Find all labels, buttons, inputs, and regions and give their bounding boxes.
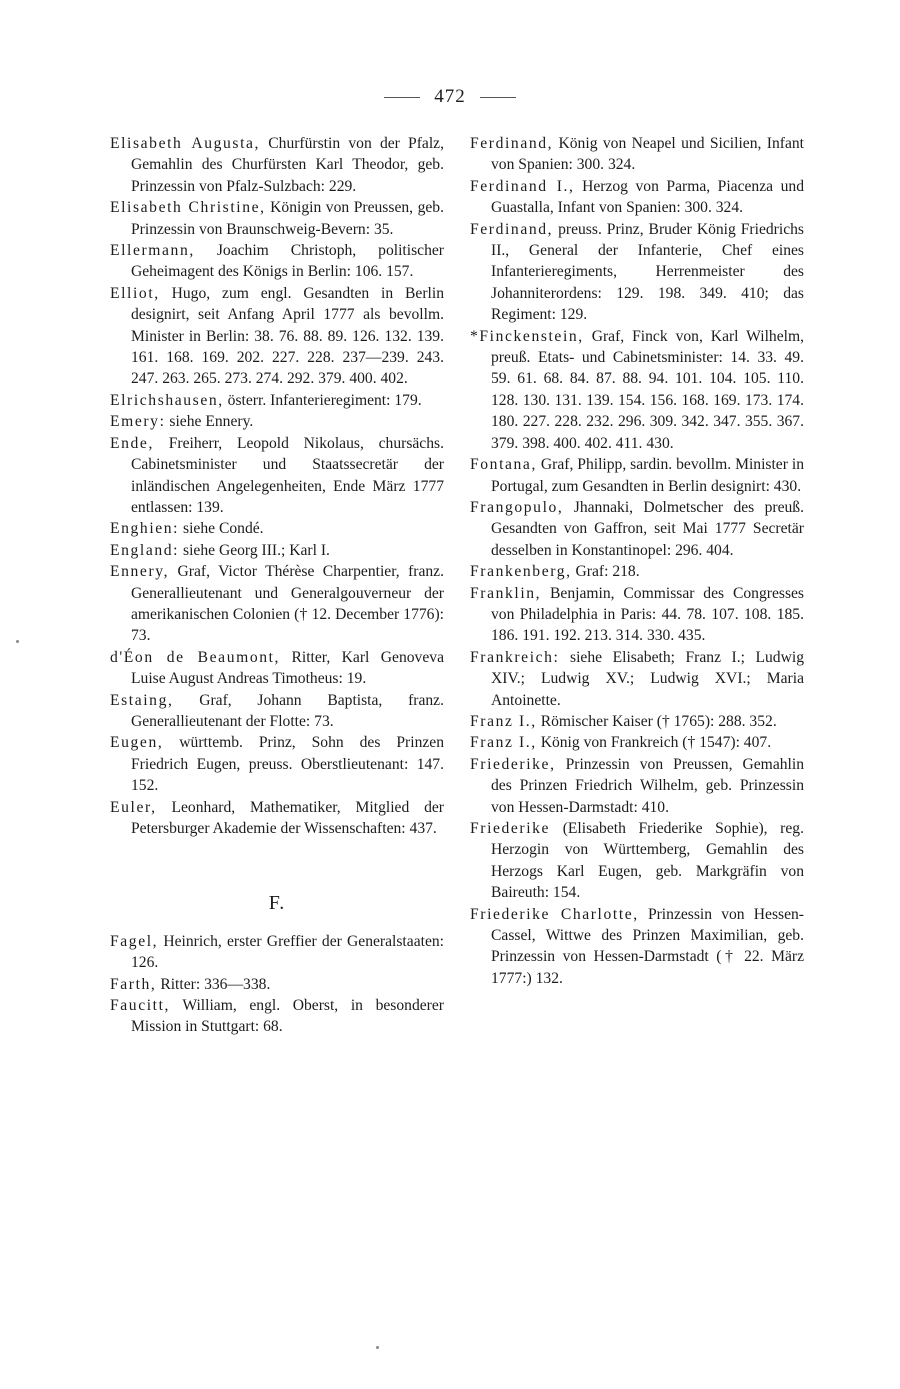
- page-number: 472: [434, 86, 466, 107]
- entry-name: Eugen,: [110, 734, 164, 752]
- entry-name: Friederike,: [470, 755, 556, 773]
- entry-name: Franklin,: [470, 584, 542, 602]
- index-entry: [470, 454, 804, 497]
- index-entry: [110, 518, 444, 539]
- entry-text: Heinrich, erster Greffier der Generalstaaten: 126.: [131, 932, 444, 972]
- entry-name: Ferdinand,: [470, 135, 554, 152]
- entry-text: Römischer Kaiser († 1765): 288. 352.: [536, 712, 777, 730]
- entry-text: siehe Ennery.: [165, 413, 254, 431]
- entry-name: Elisabeth Christine,: [110, 199, 266, 217]
- entry-name: Elliot,: [110, 284, 160, 302]
- entry-name: Ferdinand,: [470, 220, 554, 238]
- index-entry: [110, 732, 444, 796]
- header-rule-right: [480, 97, 516, 98]
- entry-text: Graf, Finck von, Karl Wilhelm, preuß. Etats- und Cabinetsminister: 14. 33. 49. 59. 61. 68. 84. 87. 88. 94. 101. 104. 105. 110. 128. 130. 131. 139. 154. 156. 168. 169. 173. 174. 180. 227. 228. 232. 296. 309. 342. 347. 355. 367. 379. 398. 400. 402. 411. 430.: [491, 327, 804, 452]
- entry-name: Frangopulo,: [470, 498, 564, 516]
- index-entry: [110, 974, 444, 995]
- entry-name: Frankenberg,: [470, 563, 572, 581]
- entry-name: Friederike: [470, 820, 551, 837]
- index-entry: [110, 995, 444, 1038]
- index-entry: [110, 647, 444, 690]
- entry-name: Farth,: [110, 975, 157, 993]
- left-column: [110, 133, 444, 1038]
- index-entry: [470, 176, 804, 219]
- index-entry: [470, 326, 804, 454]
- index-entry: [470, 732, 804, 753]
- entry-name: Estaing,: [110, 691, 174, 709]
- entry-name: Ferdinand I.,: [470, 177, 575, 195]
- index-entry: [110, 931, 444, 974]
- index-entry: [110, 797, 444, 840]
- entry-name: d'Éon de Beaumont,: [110, 648, 281, 666]
- entry-text: Benjamin, Commissar des Congresses von Philadelphia in Paris: 44. 78. 107. 108. 185. 186. 191. 192. 213. 314. 330. 435.: [491, 584, 804, 645]
- entry-text: Prinzessin von Hessen-Cassel, Wittwe des Prinzen Maximilian, geb. Prinzessin von Hessen-Darmstadt († 22. März 1777:) 132.: [491, 905, 804, 987]
- index-entry: [470, 497, 804, 561]
- entry-text: Graf, Johann Baptista, franz. Generallieutenant der Flotte: 73.: [131, 691, 444, 730]
- page-header: [0, 86, 900, 108]
- entry-name: Fontana,: [470, 456, 537, 474]
- scan-speck: [16, 640, 19, 643]
- entry-name: Faucitt,: [110, 997, 171, 1015]
- entry-name: Fagel,: [110, 932, 159, 950]
- index-entry: [470, 904, 804, 990]
- entry-name: Euler,: [110, 798, 157, 816]
- index-entry: [470, 561, 804, 582]
- entry-text: Leonhard, Mathematiker, Mitglied der Petersburger Akademie der Wissenschaften: 437.: [131, 798, 444, 837]
- entry-text: Graf, Philipp, sardin. bevollm. Minister in Portugal, zum Gesandten in Berlin designirt: 430.: [491, 456, 804, 495]
- entry-name: Ennery,: [110, 563, 170, 581]
- scan-speck: [376, 1346, 379, 1349]
- entry-name: Elrichshausen,: [110, 391, 224, 409]
- entry-name: Elisabeth Augusta,: [110, 135, 261, 152]
- entry-text: Freiherr, Leopold Nikolaus, chursächs. Cabinetsminister und Staatssecretär der inländischen Angelegenheiten, Ende März 1777 entlassen: 139.: [131, 434, 444, 516]
- index-entry: [110, 283, 444, 390]
- entry-text: (Elisabeth Friederike Sophie), reg. Herzogin von Württemberg, Gemahlin des Herzogs Karl Eugen, geb. Markgräfin von Baireuth: 154.: [491, 820, 804, 902]
- entry-text: siehe Georg III.; Karl I.: [179, 541, 330, 559]
- index-entry: [110, 690, 444, 733]
- entry-name: Ende,: [110, 434, 154, 452]
- index-entry: [110, 433, 444, 519]
- section-letter: F.: [268, 892, 286, 915]
- entry-text: siehe Condé.: [179, 520, 264, 538]
- index-entry: [470, 219, 804, 326]
- index-entry: [470, 647, 804, 711]
- entry-text: Prinzessin von Preussen, Gemahlin des Prinzen Friedrich Wilhelm, geb. Prinzessin von Hessen-Darmstadt: 410.: [491, 755, 804, 816]
- entry-text: Graf: 218.: [571, 563, 640, 581]
- entry-text: Churfürstin von der Pfalz, Gemahlin des Churfürsten Karl Theodor, geb. Prinzessin von Pfalz-Sulzbach: 229.: [131, 135, 444, 195]
- entry-text: österr. Infanterieregiment: 179.: [223, 391, 422, 409]
- index-entry: [470, 133, 804, 176]
- index-entry: [110, 197, 444, 240]
- entry-name: Friederike Charlotte,: [470, 905, 639, 923]
- entry-text: württemb. Prinz, Sohn des Prinzen Friedrich Eugen, preuss. Oberstlieutenant: 147. 152.: [131, 734, 444, 795]
- entry-name: Franz I.,: [470, 734, 537, 752]
- entry-text: Ritter, Karl Genoveva Luise August Andreas Timotheus: 19.: [131, 648, 444, 688]
- entry-name: *Finckenstein,: [470, 327, 584, 345]
- entry-name: Enghien:: [110, 520, 180, 538]
- entry-text: König von Neapel und Sicilien, Infant von Spanien: 300. 324.: [491, 135, 804, 174]
- index-entry: [110, 561, 444, 647]
- index-entry: [110, 390, 444, 411]
- entry-text: Jhannaki, Dolmetscher des preuß. Gesandten von Gaffron, seit Mai 1777 Secretär desselben in Konstantinopel: 296. 404.: [491, 498, 804, 559]
- index-entry: [470, 583, 804, 647]
- index-entry: [110, 540, 444, 561]
- index-entry: [110, 240, 444, 283]
- entry-name: Frankreich:: [470, 648, 560, 666]
- entry-text: König von Frankreich († 1547): 407.: [536, 734, 772, 752]
- entry-name: Emery:: [110, 413, 166, 431]
- entry-text: siehe Elisabeth; Franz I.; Ludwig XIV.; Ludwig XV.; Ludwig XVI.; Maria Antoinette.: [491, 648, 804, 709]
- entry-text: William, engl. Oberst, in besonderer Mission in Stuttgart: 68.: [131, 997, 444, 1036]
- entry-name: Ellermann,: [110, 242, 195, 260]
- index-entry: [470, 818, 804, 904]
- entry-text: preuss. Prinz, Bruder König Friedrichs II., General der Infanterie, Chef eines Infanterieregiments, Herrenmeister des Johanniterordens: 129. 198. 349. 410; das Regiment: 129.: [491, 220, 804, 324]
- entry-name: England:: [110, 541, 180, 559]
- entry-text: Joachim Christoph, politischer Geheimagent des Königs in Berlin: 106. 157.: [131, 242, 444, 281]
- header-rule-left: [384, 97, 420, 98]
- index-entry: [470, 711, 804, 732]
- entry-text: Ritter: 336—338.: [156, 975, 271, 993]
- entry-text: Herzog von Parma, Piacenza und Guastalla, Infant von Spanien: 300. 324.: [491, 177, 804, 217]
- index-entry: [110, 133, 444, 197]
- entry-name: Franz I.,: [470, 712, 537, 730]
- entry-text: Graf, Victor Thérèse Charpentier, franz. Generallieutenant und Generalgouverneur der amerikanischen Colonien († 12. December 1776): 73.: [131, 563, 444, 645]
- entry-text: Königin von Preussen, geb. Prinzessin von Braunschweig-Bevern: 35.: [131, 199, 445, 238]
- right-column: [470, 133, 804, 989]
- index-entry: [470, 754, 804, 818]
- entry-text: Hugo, zum engl. Gesandten in Berlin designirt, seit Anfang April 1777 als bevollm. Minister in Berlin: 38. 76. 88. 89. 126. 132. 139. 161. 168. 169. 202. 227. 228. 237—239. 243. 247. 263. 265. 273. 274. 292. 379. 400. 402.: [131, 284, 444, 388]
- index-entry: [110, 411, 444, 432]
